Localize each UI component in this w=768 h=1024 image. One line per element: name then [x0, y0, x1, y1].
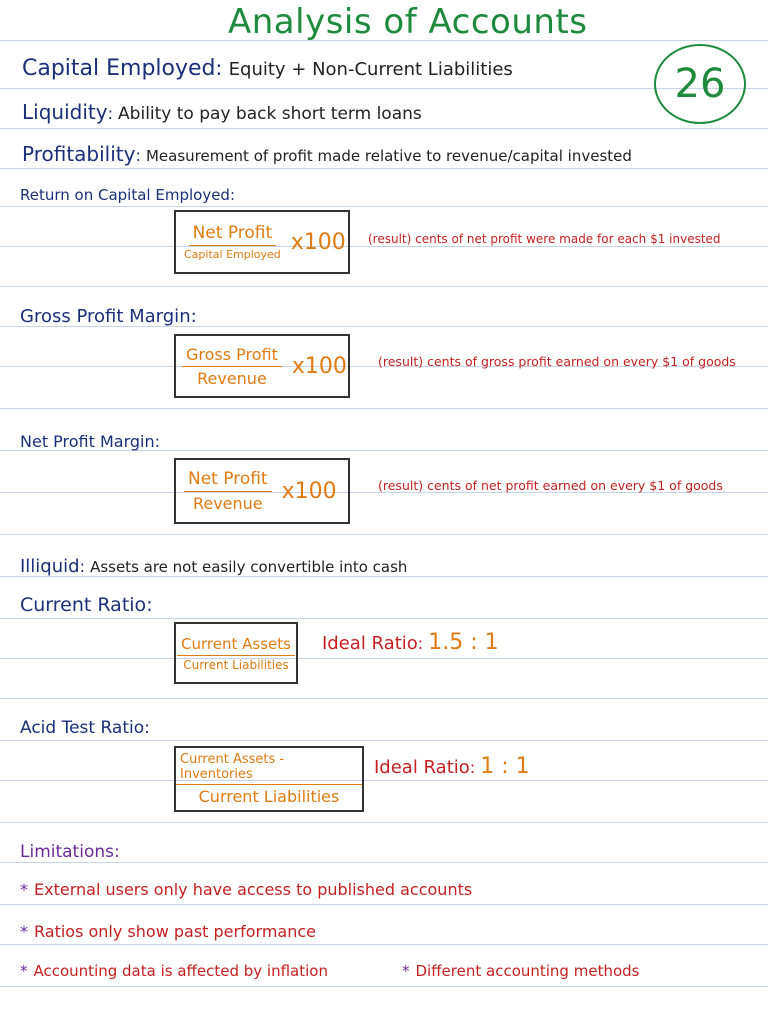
- page-number: 26: [674, 61, 726, 107]
- definition-term: Capital Employed: [22, 56, 216, 81]
- definition-term: Illiquid: [20, 556, 80, 577]
- fraction-denominator: Current Liabilities: [198, 787, 340, 806]
- fraction-denominator: Revenue: [197, 368, 267, 388]
- page-number-circle: [654, 44, 746, 124]
- acid-test-formula-box: [174, 746, 364, 812]
- ideal-label: Ideal Ratio: [374, 757, 470, 778]
- fraction-numerator: Current Assets - Inventories: [176, 752, 362, 785]
- definition-text: Ability to pay back short term loans: [118, 104, 422, 124]
- gpm-formula-box: [174, 334, 350, 398]
- definition-text: Measurement of profit made relative to revenue/capital invested: [145, 147, 632, 165]
- definition-illiquid: Illiquid: Assets are not easily convertible into cash: [20, 556, 408, 577]
- current-ratio-heading: Current Ratio:: [20, 594, 153, 616]
- acid-test-fraction: [176, 752, 362, 806]
- roce-fraction: [184, 223, 281, 261]
- fraction-denominator: Revenue: [192, 494, 263, 513]
- fraction-numerator: Net Profit: [184, 469, 272, 492]
- asterisk-icon: *: [20, 922, 28, 941]
- multiplier: x100: [291, 353, 347, 379]
- ideal-value: 1.5 : 1: [428, 630, 499, 655]
- current-ratio-fraction: [177, 635, 295, 672]
- asterisk-icon: *: [20, 962, 28, 980]
- asterisk-icon: *: [20, 880, 28, 899]
- limitation-item: * Accounting data is affected by inflation: [20, 962, 328, 980]
- limitation-item: * Ratios only show past performance: [20, 922, 316, 941]
- npm-formula-box: [174, 458, 350, 524]
- acid-test-ideal: Ideal Ratio: 1 : 1: [374, 754, 530, 779]
- limitations-heading: Limitations:: [20, 842, 120, 862]
- limitation-item: * External users only have access to published accounts: [20, 880, 473, 899]
- gpm-fraction: [182, 345, 282, 388]
- roce-note: (result) cents of net profit were made for each $1 invested: [368, 232, 721, 246]
- ideal-label: Ideal Ratio: [322, 633, 418, 654]
- npm-note: (result) cents of net profit earned on every $1 of goods: [378, 478, 723, 493]
- acid-test-heading: Acid Test Ratio:: [20, 718, 150, 738]
- asterisk-icon: *: [402, 962, 410, 980]
- fraction-numerator: Gross Profit: [182, 345, 282, 367]
- definition-text: Assets are not easily convertible into cash: [90, 558, 408, 576]
- definition-text: Equity + Non-Current Liabilities: [228, 59, 513, 80]
- roce-formula-box: [174, 210, 350, 274]
- gpm-note: (result) cents of gross profit earned on every $1 of goods: [378, 354, 736, 369]
- current-ratio-ideal: Ideal Ratio: 1.5 : 1: [322, 630, 499, 655]
- gpm-heading: Gross Profit Margin:: [20, 306, 197, 327]
- multiplier: x100: [290, 229, 346, 255]
- multiplier: x100: [281, 478, 337, 504]
- roce-heading: Return on Capital Employed:: [20, 186, 236, 204]
- definition-liquidity: Liquidity: Ability to pay back short term loans: [22, 100, 422, 124]
- definition-capital-employed: Capital Employed: Equity + Non-Current Liabilities: [22, 56, 513, 81]
- page-title: Analysis of Accounts: [228, 2, 588, 42]
- ideal-value: 1 : 1: [480, 754, 530, 779]
- current-ratio-formula-box: [174, 622, 298, 684]
- fraction-denominator: Current Liabilities: [183, 657, 289, 672]
- limitation-item: * Different accounting methods: [402, 962, 640, 980]
- definition-term: Liquidity: [22, 100, 108, 124]
- definition-profitability: Profitability: Measurement of profit made relative to revenue/capital invested: [22, 142, 632, 166]
- npm-fraction: [184, 469, 272, 513]
- npm-heading: Net Profit Margin:: [20, 432, 161, 451]
- fraction-numerator: Net Profit: [189, 223, 277, 246]
- fraction-numerator: Current Assets: [177, 635, 295, 656]
- fraction-denominator: Capital Employed: [184, 248, 281, 261]
- definition-term: Profitability: [22, 142, 136, 166]
